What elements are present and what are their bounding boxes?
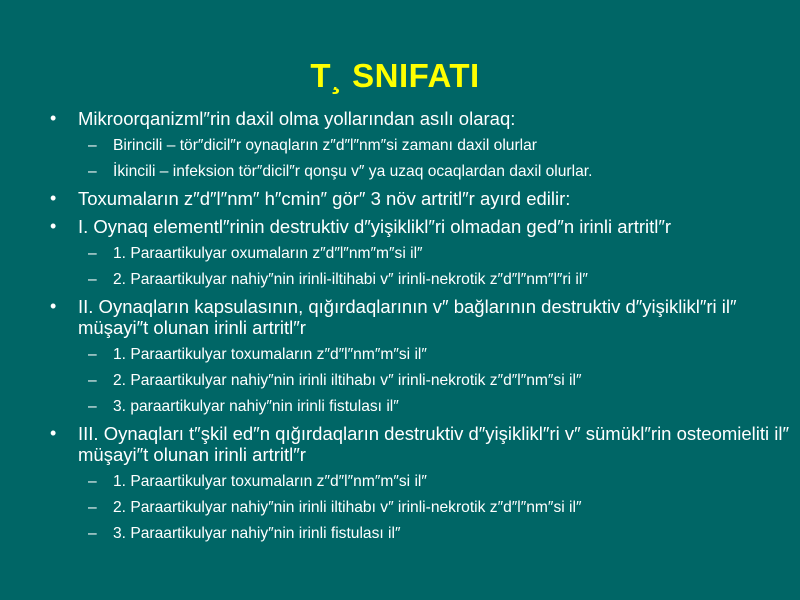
- dash-icon: –: [88, 163, 97, 180]
- bullet-item: [50, 188, 790, 209]
- sub-bullet-text: 3. paraartikulyar nahiy″nin irinli fistulası il″: [113, 398, 399, 415]
- sub-bullet-item: [50, 472, 790, 491]
- sub-bullet-item: [50, 244, 790, 263]
- dash-icon: –: [88, 398, 97, 415]
- bullet-text: II. Oynaqların kapsulasının, qığırdaqlarının v″ bağlarının destruktiv d″yişiklikl″ri il″ müşayi″t olunan irinli artritl″r: [78, 296, 737, 338]
- sub-bullet-text: 1. Paraartikulyar oxumaların z″d″l″nm″m″si il″: [113, 245, 423, 262]
- dash-icon: –: [88, 372, 97, 389]
- dash-icon: –: [88, 525, 97, 542]
- dash-icon: –: [88, 346, 97, 363]
- sub-bullet-item: [50, 345, 790, 364]
- sub-bullet-item: [50, 371, 790, 390]
- slide-content: [50, 108, 790, 550]
- sub-bullet-text: 3. Paraartikulyar nahiy″nin irinli fistulası il″: [113, 525, 401, 542]
- bullet-icon: •: [50, 188, 57, 208]
- bullet-text: Mikroorqanizml″rin daxil olma yollarından asılı olaraq:: [78, 108, 516, 129]
- sub-bullet-item: [50, 270, 790, 289]
- sub-bullet-text: 2. Paraartikulyar nahiy″nin irinli-iltihabi v″ irinli-nekrotik z″d″l″nm″l″ri il″: [113, 271, 588, 288]
- sub-bullet-text: Birincili – tör″dicil″r oynaqların z″d″l″nm″si zamanı daxil olurlar: [113, 137, 537, 154]
- sub-bullet-text: 1. Paraartikulyar toxumaların z″d″l″nm″m″si il″: [113, 346, 427, 363]
- sub-bullet-item: [50, 136, 790, 155]
- bullet-icon: •: [50, 296, 57, 316]
- bullet-text: Toxumaların z″d″l″nm″ h″cmin″ gör″ 3 növ artritl″r ayırd edilir:: [78, 188, 571, 209]
- dash-icon: –: [88, 271, 97, 288]
- dash-icon: –: [88, 137, 97, 154]
- sub-bullet-text: İkincili – infeksion tör″dicil″r qonşu v″ ya uzaq ocaqlardan daxil olurlar.: [113, 163, 593, 180]
- sub-bullet-text: 1. Paraartikulyar toxumaların z″d″l″nm″m″si il″: [113, 473, 427, 490]
- bullet-item: [50, 296, 790, 338]
- sub-bullet-item: [50, 397, 790, 416]
- sub-bullet-item: [50, 524, 790, 543]
- dash-icon: –: [88, 245, 97, 262]
- sub-bullet-text: 2. Paraartikulyar nahiy″nin irinli iltihabı v″ irinli-nekrotik z″d″l″nm″si il″: [113, 372, 582, 389]
- bullet-item: [50, 216, 790, 237]
- sub-bullet-item: [50, 162, 790, 181]
- dash-icon: –: [88, 473, 97, 490]
- bullet-icon: •: [50, 108, 57, 128]
- bullet-text: III. Oynaqları t″şkil ed″n qığırdaqların destruktiv d″yişiklikl″ri v″ sümükl″rin osteomieliti il″ müşayi″t olunan irinli artritl″r: [78, 423, 790, 465]
- bullet-text: I. Oynaq elementl″rinin destruktiv d″yişiklikl″ri olmadan ged″n irinli artritl″r: [78, 216, 672, 237]
- bullet-icon: •: [50, 423, 57, 443]
- slide-title: T¸ SNIFATI: [310, 57, 480, 94]
- bullet-icon: •: [50, 216, 57, 236]
- bullet-item: [50, 423, 790, 465]
- dash-icon: –: [88, 499, 97, 516]
- sub-bullet-text: 2. Paraartikulyar nahiy″nin irinli iltihabı v″ irinli-nekrotik z″d″l″nm″si il″: [113, 499, 582, 516]
- sub-bullet-item: [50, 498, 790, 517]
- bullet-item: [50, 108, 790, 129]
